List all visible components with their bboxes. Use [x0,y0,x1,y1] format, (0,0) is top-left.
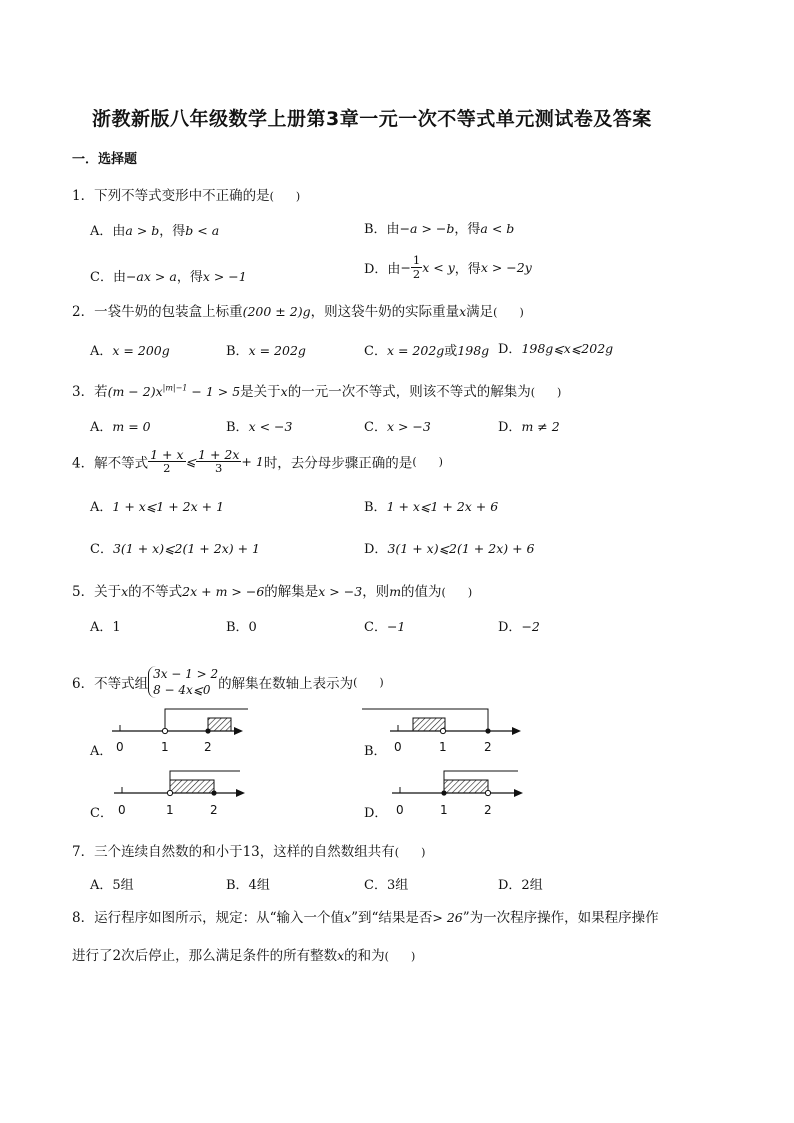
question-6-stem: 的解集在数轴上表示为 [218,676,354,692]
question-7-stem: 7．三个连续自然数的和小于13，这样的自然数组共有 [72,844,395,860]
q7-option-b: B．4组 [226,878,270,893]
question-1-stem: 1．下列不等式变形中不正确的是 [72,188,270,204]
question-2-stem: 满足 [466,304,494,320]
tick-label: 1 [439,740,447,754]
math-expr: x = 202g [248,343,306,358]
question-4-stem: 时，去分母步骤正确的是 [263,455,413,472]
math-exponent: |m|−1 [162,383,188,393]
math-expr: x [459,304,467,319]
math-expr: ⩽ [185,454,197,469]
math-expr: x < y [422,260,455,275]
tick-label: 2 [210,803,218,817]
math-expr: x [280,384,288,399]
q6-option-b-label: B． [364,744,387,759]
math-expr: 1 + x⩽1 + 2x + 6 [386,499,499,514]
math-expr: (200 ± 2)g [242,304,311,319]
math-expr: m = 0 [112,419,151,434]
system-line-1: 3x − 1 > 2 [153,667,219,681]
option-label: B． [226,420,249,435]
option-label: C． [364,420,387,435]
option-label: B．由 [364,222,400,237]
q7-option-d: D．2组 [498,878,543,893]
tick-label: 1 [161,740,169,754]
tick-label: 0 [394,740,402,754]
tick-label: 0 [396,803,404,817]
open-dot [162,728,167,733]
option-text: ，得 [176,270,203,285]
question-3-stem: 的一元一次不等式，则该不等式的解集为 [287,384,531,400]
option-label: D． [498,342,522,357]
fraction-numerator: 1 [412,253,421,267]
option-text: ，得 [454,262,481,277]
math-expr: (m − 2)x [107,384,163,399]
math-expr: x > −1 [202,269,247,284]
math-expr: 198g [457,343,490,358]
math-expr: x [337,948,345,963]
tick-label: 0 [116,740,124,754]
tick-label: 0 [118,803,126,817]
fraction-numerator: 1 + 2x [198,447,240,462]
question-4-stem: 4．解不等式 [72,455,149,472]
question-3-paren: ( ) [530,386,562,399]
question-5-paren: ( ) [441,586,473,599]
math-expr: > 26 [432,910,463,925]
option-label: C． [364,620,387,635]
closed-dot [205,728,210,733]
question-5-stem: 的解集是 [264,584,319,600]
question-5-stem: 5．关于 [72,584,122,600]
q6-option-d-label: D． [364,806,388,821]
q6-option-a-label: A． [90,744,113,759]
page-title: 浙教新版八年级数学上册第3章一元一次不等式单元测试卷及答案 [92,108,652,130]
number-line-d [392,771,523,817]
option-label: D． [364,542,388,557]
math-expr: x [121,584,129,599]
math-expr: x < −3 [248,419,293,434]
question-8-line-1 [72,906,659,926]
option-label: D．由 [364,262,401,277]
math-expr: 2x + m > −6 [182,584,265,599]
option-text: ，得 [454,222,481,237]
fraction-denominator: 3 [215,461,223,475]
closed-dot [485,728,490,733]
option-label: C． [364,344,387,359]
option-label: C． [90,542,113,557]
math-expr: x [344,910,352,925]
number-line-c [114,771,245,817]
question-5-stem: ，则 [362,584,390,600]
option-label: D． [498,420,522,435]
math-expr: a < b [480,221,515,236]
question-6-paren: ( ) [353,676,384,689]
option-label: A．由 [90,224,126,239]
math-expr: 198g⩽x⩽202g [521,341,614,356]
math-expr: −2 [521,619,540,634]
fraction-denominator: 2 [163,461,171,475]
q7-option-c: C．3组 [364,878,409,893]
question-5-stem: 的不等式 [128,584,183,600]
math-expr: x > −3 [318,584,363,599]
option-label: B． [226,344,249,359]
math-expr: x = 202g [386,343,445,358]
question-2-stem: ，则这袋牛奶的实际重量 [310,304,460,320]
question-3-stem: 是关于 [240,384,281,400]
math-expr: 3(1 + x)⩽2(1 + 2x) + 6 [387,541,535,556]
option-text: ，得 [159,224,186,239]
tick-label: 1 [440,803,448,817]
math-expr: b < a [185,223,220,238]
closed-dot [441,790,446,795]
question-8-stem: ”为一次程序操作，如果程序操作 [462,910,659,926]
question-4-paren: ( ) [412,455,443,469]
open-dot [167,790,172,795]
q5-option-a: A．1 [90,620,121,635]
math-expr: − [400,260,411,275]
question-6-stem: 6．不等式组 [72,676,149,692]
open-dot [440,728,445,733]
question-8-line-2 [72,944,415,964]
question-8-stem: 8．运行程序如图所示，规定：从“输入一个值 [72,910,344,926]
option-label: A． [90,344,113,359]
q6-option-c-label: C． [90,806,113,821]
tick-label: 2 [484,740,492,754]
question-1-paren: ( ) [269,190,301,203]
tick-label: 2 [484,803,492,817]
math-expr: a > b [125,223,160,238]
question-5-stem: 的值为 [401,584,442,600]
question-2-paren: ( ) [493,306,524,319]
system-line-2: 8 − 4x⩽0 [153,683,211,697]
math-expr: 3(1 + x)⩽2(1 + 2x) + 1 [112,541,261,556]
tick-label: 1 [166,803,174,817]
option-label: A． [90,420,113,435]
question-7-paren: ( ) [394,846,426,859]
math-expr: m [389,584,402,599]
tick-label: 2 [204,740,212,754]
option-label: A． [90,500,113,515]
math-expr: x > −2y [480,260,532,275]
option-label: B． [364,500,387,515]
option-label: D． [498,620,522,635]
math-expr: + 1 [241,454,264,469]
math-expr: −ax > a [125,269,177,284]
q7-option-a: A．5组 [90,878,134,893]
option-text: 或 [444,344,458,359]
closed-dot [211,790,216,795]
math-expr: m ≠ 2 [521,419,560,434]
question-7 [72,840,425,860]
section-heading: 一．选择题 [72,152,138,167]
question-3-stem: 3．若 [72,384,108,400]
math-expr: −1 [386,619,406,634]
question-8-stem: 进行了2次后停止，那么满足条件的所有整数 [72,948,338,964]
fraction-denominator: 2 [412,267,421,281]
question-8-paren: ( ) [384,950,416,963]
fraction-numerator: 1 + x [150,447,184,462]
math-expr: 1 + x⩽1 + 2x + 1 [112,499,225,514]
math-expr: x > −3 [386,419,431,434]
question-2-stem: 2．一袋牛奶的包装盒上标重 [72,304,243,320]
math-expr: −a > −b [399,221,455,236]
open-dot [485,790,490,795]
question-8-stem: 的和为 [344,948,385,964]
option-label: C．由 [90,270,126,285]
q5-option-b: B．0 [226,620,257,635]
question-8-stem: ”到“结果是否 [351,910,433,926]
math-expr: x = 200g [112,343,170,358]
number-line-a [112,709,248,754]
math-expr: − 1 > 5 [187,384,241,399]
